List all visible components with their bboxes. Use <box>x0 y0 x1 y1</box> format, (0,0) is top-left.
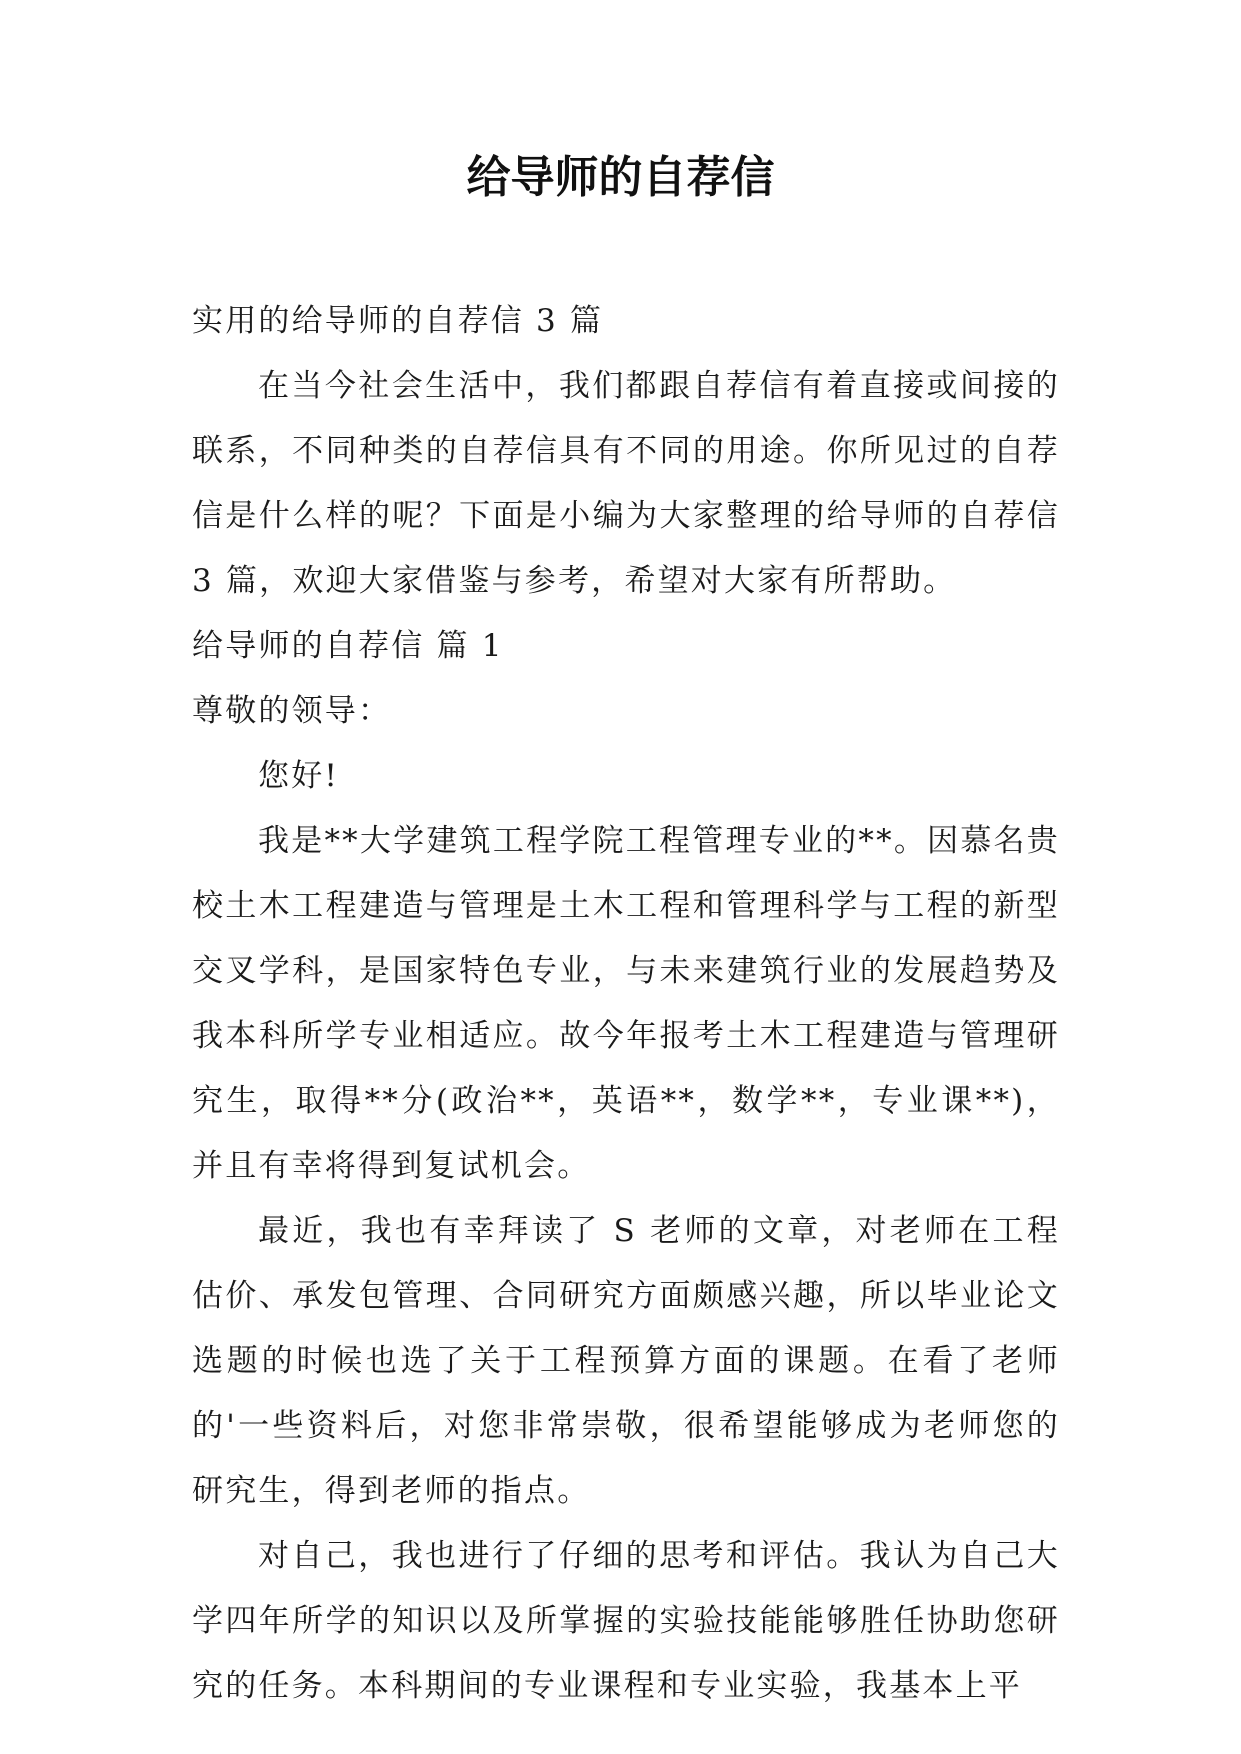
body-paragraph: 最近，我也有幸拜读了 S 老师的文章，对老师在工程估价、承发包管理、合同研究方面颇感兴趣，所以毕业论文选题的时候也选了关于工程预算方面的课题。在看了老师的'一些资料后，对您非常崇敬，很希望能够成为老师您的研究生，得到老师的指点。 <box>192 1213 1060 1509</box>
salutation: 尊敬的领导： <box>192 693 392 729</box>
document-body <box>192 289 1060 1719</box>
section-heading: 给导师的自荐信 篇 1 <box>192 628 504 664</box>
body-paragraph: 我是**大学建筑工程学院工程管理专业的**。因慕名贵校土木工程建造与管理是土木工程和管理科学与工程的新型交叉学科，是国家特色专业，与未来建筑行业的发展趋势及我本科所学专业相适应。故今年报考土木工程建造与管理研究生，取得**分(政治**，英语**，数学**，专业课**)，并且有幸将得到复试机会。 <box>192 823 1060 1184</box>
body-paragraph: 对自己，我也进行了仔细的思考和评估。我认为自己大学四年所学的知识以及所掌握的实验技能能够胜任协助您研究的任务。本科期间的专业课程和专业实验，我基本上平 <box>192 1538 1060 1704</box>
document-subtitle: 实用的给导师的自荐信 3 篇 <box>192 303 604 339</box>
document-title: 给导师的自荐信 <box>466 152 775 203</box>
intro-paragraph: 在当今社会生活中，我们都跟自荐信有着直接或间接的联系，不同种类的自荐信具有不同的用途。你所见过的自荐信是什么样的呢？下面是小编为大家整理的给导师的自荐信 3 篇，欢迎大家借鉴与参考，希望对大家有所帮助。 <box>192 368 1060 599</box>
greeting: 您好! <box>258 758 340 794</box>
